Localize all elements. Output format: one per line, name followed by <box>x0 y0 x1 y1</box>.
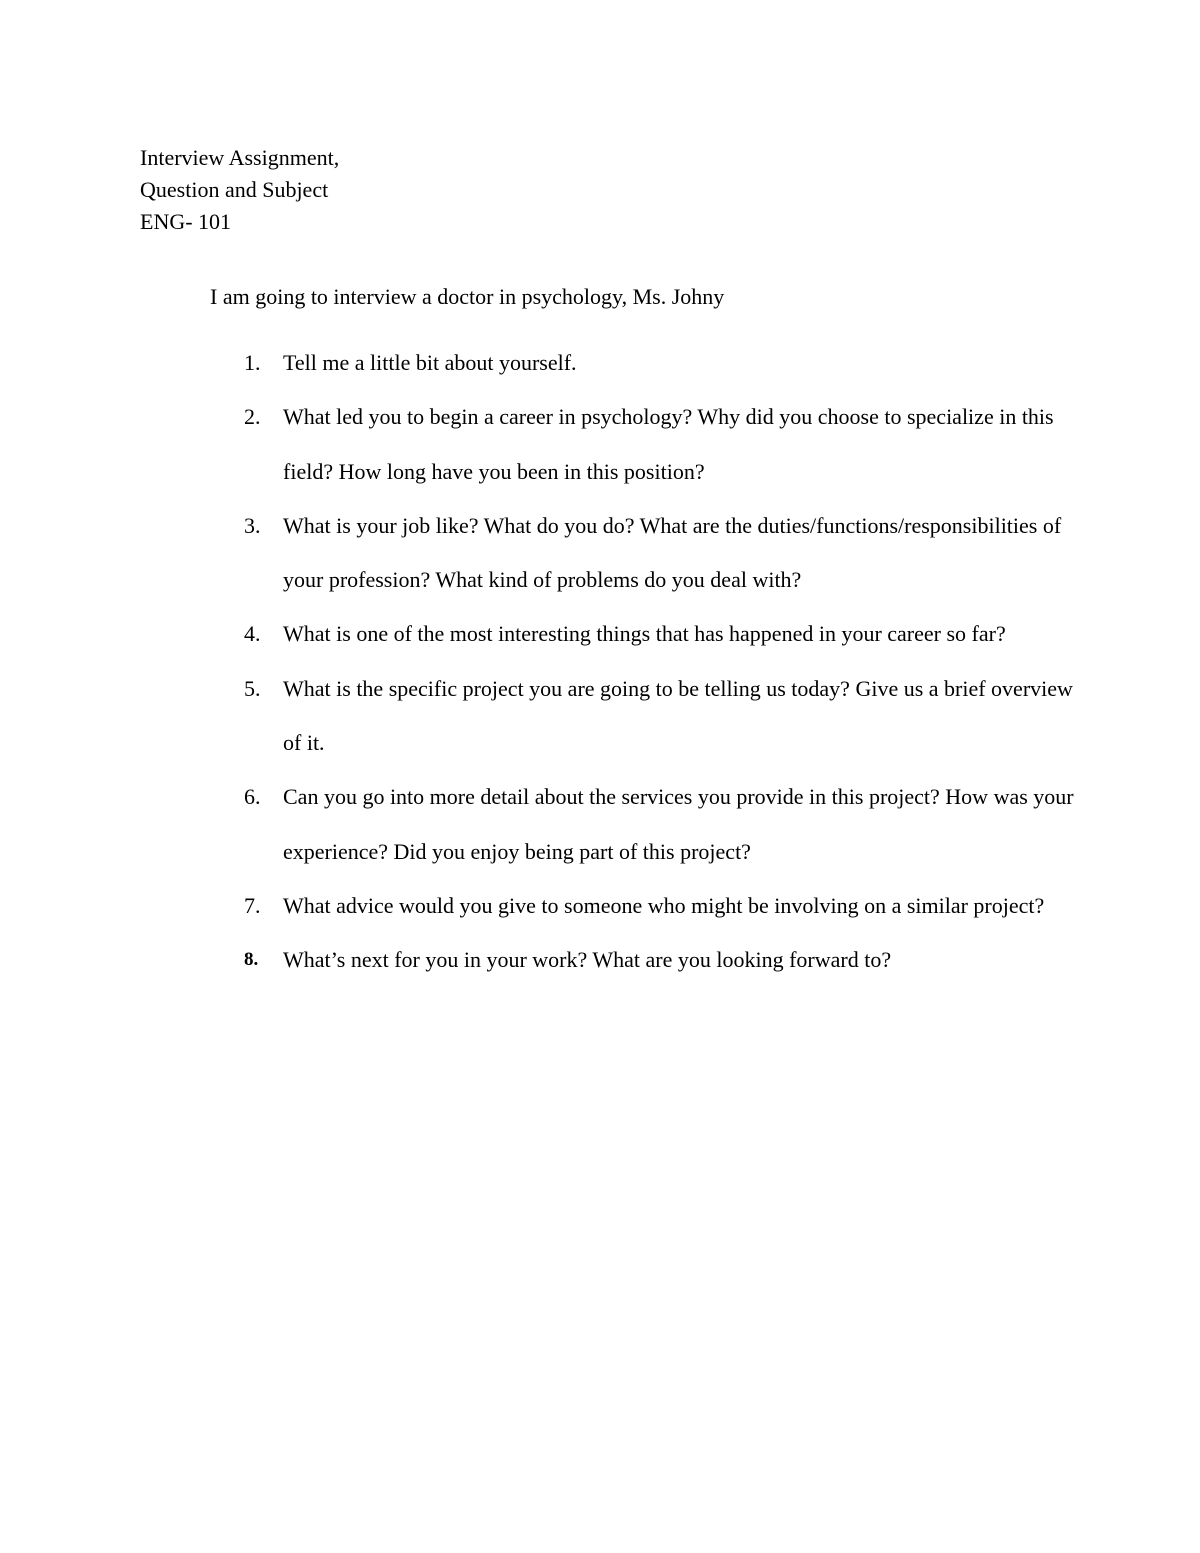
question-text: What advice would you give to someone who might be involving on a similar project? <box>283 892 1045 918</box>
question-list <box>244 336 1074 988</box>
header-course: ENG- 101 <box>140 209 232 234</box>
question-text: What is one of the most interesting things that has happened in your career so far? <box>283 621 1006 647</box>
list-item <box>244 336 1074 390</box>
intro-sentence: I am going to interview a doctor in psychology, Ms. Johny <box>210 284 725 309</box>
list-item <box>244 662 1074 771</box>
list-item <box>244 879 1074 933</box>
question-number: 8. <box>244 949 259 971</box>
question-text: Tell me a little bit about yourself. <box>283 350 577 375</box>
header-title: Interview Assignment, <box>140 145 340 170</box>
question-number: 1. <box>244 350 261 375</box>
question-text: Can you go into more detail about the services you provide in this project? How was your experience? Did you enjoy being part of this project? <box>283 784 1074 864</box>
list-item <box>244 499 1074 608</box>
question-number: 3. <box>244 512 261 538</box>
question-number: 6. <box>244 784 261 810</box>
question-text: What is your job like? What do you do? What are the duties/functions/responsibilities of your profession? What kind of problems do you deal with? <box>283 512 1062 593</box>
question-text: What is the specific project you are going to be telling us today? Give us a brief overview of it. <box>283 675 1073 756</box>
list-item <box>244 607 1074 661</box>
question-number: 5. <box>244 675 261 701</box>
header-subtitle: Question and Subject <box>140 177 329 202</box>
question-text: What’s next for you in your work? What are you looking forward to? <box>283 947 892 973</box>
document-header <box>140 142 339 238</box>
question-number: 2. <box>244 404 261 430</box>
list-item <box>244 770 1074 879</box>
question-text: What led you to begin a career in psychology? Why did you choose to specialize in this field? How long have you been in this position? <box>283 404 1054 484</box>
question-number: 7. <box>244 892 261 918</box>
question-number: 4. <box>244 621 261 647</box>
list-item <box>244 933 1074 987</box>
list-item <box>244 390 1074 499</box>
